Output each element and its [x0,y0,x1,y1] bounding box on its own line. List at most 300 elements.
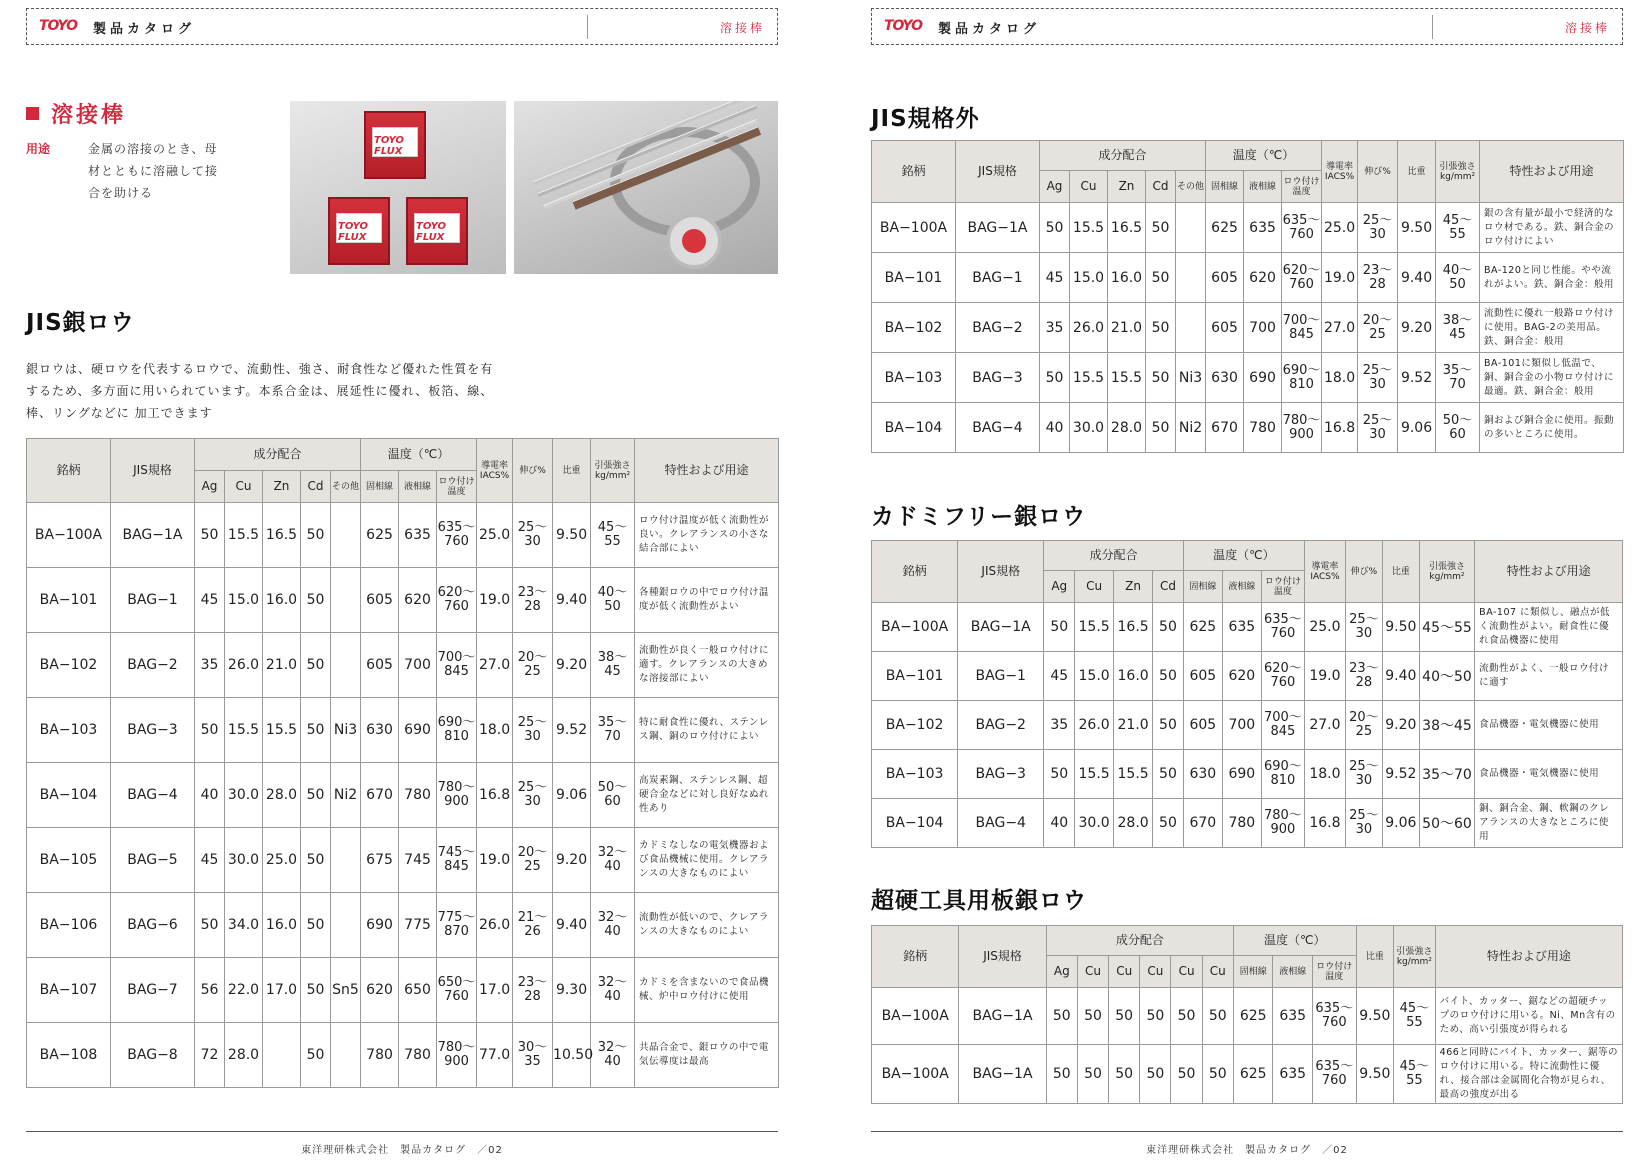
cell-jis: BAG−2 [958,701,1044,750]
cell-liq: 635 [1273,1045,1313,1104]
cell-tens: 45〜 55 [591,503,635,568]
table-row [27,763,779,828]
cell-liq: 690 [1244,353,1282,403]
table-row [27,828,779,893]
cell-braze: 635〜 760 [1312,988,1356,1045]
col-gravity: 比重 [553,439,591,503]
cell-jis: BAG−3 [111,698,195,763]
cell-cu: 26.0 [1075,701,1114,750]
cell-cu: 26.0 [1070,303,1108,353]
cell-elong: 20〜 25 [1345,701,1382,750]
cell-jis: BAG−1A [959,1045,1046,1104]
cell-iacs: 25.0 [1322,203,1358,253]
cell-sol: 605 [1183,652,1222,701]
use-text: 金属の溶接のとき、母材とともに溶融して接合を助ける [88,142,219,200]
cell-feat: 流動性が良く一般ロウ付けに適す。クレアランスの大きめな溶接部によい [635,633,779,698]
cell-other [331,828,361,893]
cell-brand: BA−100A [872,203,956,253]
cell-cu: 22.0 [225,958,263,1023]
cell-jis: BAG−4 [956,403,1040,453]
cell-tens: 32〜 40 [591,958,635,1023]
cell-grav: 9.30 [553,958,591,1023]
cell-elong: 25〜 30 [1358,353,1398,403]
cell-cd: 50 [1146,203,1176,253]
cell-liq: 745 [399,828,437,893]
cell-jis: BAG−1 [958,652,1044,701]
cell-cd: 50 [301,568,331,633]
cell-other [331,568,361,633]
cell-c1: 50 [1046,988,1077,1045]
cell-jis: BAG−7 [111,958,195,1023]
cell-iacs: 19.0 [477,828,513,893]
cell-sol: 605 [1206,253,1244,303]
cell-braze: 780〜 900 [1261,799,1304,848]
table-row [27,503,779,568]
cell-brand: BA−102 [872,303,956,353]
cell-jis: BAG−4 [958,799,1044,848]
cell-liq: 780 [1244,403,1282,453]
cell-iacs: 19.0 [477,568,513,633]
cell-ag: 35 [1040,303,1070,353]
cell-grav: 9.06 [553,763,591,828]
cell-c4: 50 [1140,988,1171,1045]
cell-braze: 635〜 760 [437,503,477,568]
cell-liq: 700 [1244,303,1282,353]
table-row [872,701,1623,750]
cell-ag: 56 [195,958,225,1023]
cell-iacs: 27.0 [1304,701,1345,750]
cell-grav: 9.20 [1398,303,1436,353]
cell-c3: 50 [1109,988,1140,1045]
cell-feat: BA-101に類似し低温で、銅、銅合金の小物ロウ付けに最適。鉄、銅合金：般用 [1480,353,1624,403]
cell-c5: 50 [1171,988,1202,1045]
non-jis-table: 銘柄 JIS規格 成分配合 温度（℃） 導電率IACS% 伸び% 比重 引張強さkg/mm² 特性および用途 Ag Cu Zn Cd その他 固相線 液相線 ロウ付け温度 BA−100A BAG−1A 50 15.5 16.5 50 625 635 635〜 760 25.0 25〜 30 9.50 45〜 55 銀の含有量が最小で経済的なロウ材である。鉄、銅合金のロウ付けによい BA−101 BAG−1 45 15.0 16.0 50 605 620 620〜 760 19.0 23〜 28 9.40 40〜 50 BA-120と同じ性能。やや流れがよい。鉄、銅合金：般用 BA−102 BAG−2 35 26.0 21.0 50 605 700 700〜 845 27.0 20〜 25 9.20 38〜 45 流動性に優れ一般路ロウ付けに使用。BAG-2の美用品。鉄、銅合金：般用 BA−103 BAG−3 50 15.5 15.5 50 Ni3 630 690 690〜 810 18.0 25〜 30 9.52 35〜 70 BA-101に類似し低温で、銅、銅合金の小物ロウ付けに最適。鉄、銅合金：般用 BA−104 BAG−4 40 30.0 28.0 50 Ni2 670 780 780〜 900 16.8 25〜 30 9.06 50〜 60 銅および銅合金に使用。振動の多いところに使用。 [871,140,1624,453]
cell-elong: 20〜 25 [1358,303,1398,353]
catalog-title: 製品カタログ [938,22,1041,37]
cell-cu: 26.0 [225,633,263,698]
cell-zn: 16.5 [1114,603,1153,652]
cell-braze: 620〜 760 [1261,652,1304,701]
page-header [26,8,778,45]
cell-other [1176,303,1206,353]
cell-ag: 50 [1044,603,1075,652]
cell-feat: ロウ付け温度が低く流動性が良い。クレアランスの小さな結合部によい [635,503,779,568]
cell-liq: 690 [399,698,437,763]
table-row [27,633,779,698]
cell-sol: 625 [1233,1045,1273,1104]
cell-zn: 21.0 [1114,701,1153,750]
cell-zn [263,1023,301,1088]
cell-elong: 25〜 30 [1358,403,1398,453]
cell-other: Ni2 [331,763,361,828]
cell-sol: 605 [361,568,399,633]
table-row [872,652,1623,701]
table-row [872,603,1623,652]
cell-feat: カドミなしなの電気機器および食品機械に使用。クレアランスの大きなものによい [635,828,779,893]
cell-tens: 50〜 60 [591,763,635,828]
cell-other [1176,203,1206,253]
cell-brand: BA−103 [872,353,956,403]
cell-elong: 25〜 30 [513,698,553,763]
cell-cd: 50 [1146,303,1176,353]
cell-liq: 620 [1222,652,1261,701]
cell-ag: 45 [1040,253,1070,303]
cell-feat: 高炭素鋼、ステンレス鋼、超硬合金などに対し良好なぬれ性あり [635,763,779,828]
cell-brand: BA−100A [872,1045,959,1104]
cell-c1: 50 [1046,1045,1077,1104]
cell-brand: BA−101 [872,652,958,701]
cell-braze: 690〜 810 [1282,353,1322,403]
cell-zn: 17.0 [263,958,301,1023]
cell-ag: 50 [195,698,225,763]
cell-elong: 25〜 30 [513,763,553,828]
cell-grav: 9.50 [1356,988,1393,1045]
toyo-logo: TOYO [39,18,77,34]
footer-text: 東洋理研株式会社 製品カタログ ／02 [1146,1145,1348,1156]
cell-liq: 780 [1222,799,1261,848]
cell-tens: 32〜 40 [591,828,635,893]
cell-braze: 780〜 900 [437,763,477,828]
cell-elong: 23〜 28 [1358,253,1398,303]
cell-cu: 34.0 [225,893,263,958]
cell-ag: 40 [195,763,225,828]
cell-zn: 15.5 [1114,750,1153,799]
cell-cu: 15.5 [1070,203,1108,253]
cell-cd: 50 [1146,403,1176,453]
cell-cu: 28.0 [225,1023,263,1088]
table-row [872,1045,1623,1104]
cell-ag: 45 [195,568,225,633]
cell-feat: 流動性に優れ一般路ロウ付けに使用。BAG-2の美用品。鉄、銅合金：般用 [1480,303,1624,353]
cell-cu: 30.0 [225,828,263,893]
cell-iacs: 18.0 [1322,353,1358,403]
header-divider [587,15,588,39]
cell-sol: 630 [1206,353,1244,403]
cell-brand: BA−103 [872,750,958,799]
cell-feat: 流動性が低いので、クレアランスの大きなものによい [635,893,779,958]
cell-sol: 690 [361,893,399,958]
cell-brand: BA−100A [872,603,958,652]
cell-c3: 50 [1109,1045,1140,1104]
cell-tens: 50〜 60 [1436,403,1480,453]
cell-other [331,503,361,568]
cell-braze: 620〜 760 [437,568,477,633]
cell-grav: 9.52 [1398,353,1436,403]
cell-elong: 23〜 28 [1345,652,1382,701]
catalog-title: 製品カタログ [93,22,196,37]
col-jis: JIS規格 [111,439,195,503]
cell-sol: 605 [1206,303,1244,353]
cell-sol: 625 [361,503,399,568]
cell-liq: 690 [1222,750,1261,799]
cell-zn: 15.5 [1108,353,1146,403]
cell-brand: BA−107 [27,958,111,1023]
cell-elong: 20〜 25 [513,828,553,893]
cell-grav: 9.20 [553,633,591,698]
cell-elong: 25〜 30 [1345,603,1382,652]
cell-sol: 630 [1183,750,1222,799]
cell-other: Ni2 [1176,403,1206,453]
cell-cd: 50 [1153,701,1184,750]
table-row [27,1023,779,1088]
cell-tens: 40〜 50 [1436,253,1480,303]
cell-zn: 25.0 [263,828,301,893]
cell-elong: 21〜 26 [513,893,553,958]
section-label: 溶接棒 [719,21,765,35]
square-bullet-icon [26,107,39,120]
cell-jis: BAG−1A [111,503,195,568]
cell-cu: 30.0 [1075,799,1114,848]
cell-tens: 35〜70 [1419,750,1474,799]
cell-sol: 605 [361,633,399,698]
col-feature: 特性および用途 [635,439,779,503]
cell-feat: 466と同時にバイト、カッター、鋸等のロウ付けに用いる。特に流動性に優れ、接合部は金属間化合物が見られ、最高の強度が出る [1435,1045,1622,1104]
cell-braze: 635〜 760 [1261,603,1304,652]
cell-liq: 780 [399,1023,437,1088]
cell-braze: 700〜 845 [1261,701,1304,750]
cell-iacs: 27.0 [1322,303,1358,353]
cell-ag: 50 [1044,750,1075,799]
cell-tens: 45〜 55 [1394,988,1436,1045]
cell-jis: BAG−4 [111,763,195,828]
cell-elong: 25〜 30 [1358,203,1398,253]
welding-rods-photo [514,101,778,274]
cell-sol: 605 [1183,701,1222,750]
cell-cd: 50 [301,763,331,828]
cell-iacs: 77.0 [477,1023,513,1088]
cell-zn: 28.0 [263,763,301,828]
cell-iacs: 19.0 [1304,652,1345,701]
cell-c2: 50 [1077,988,1108,1045]
cell-sol: 780 [361,1023,399,1088]
cell-liq: 650 [399,958,437,1023]
cell-other: Ni3 [1176,353,1206,403]
table-row [27,958,779,1023]
cell-ag: 35 [1044,701,1075,750]
table-row [872,799,1623,848]
cell-tens: 45〜 55 [1394,1045,1436,1104]
cell-zn: 15.5 [263,698,301,763]
cell-jis: BAG−2 [956,303,1040,353]
cell-ag: 50 [195,893,225,958]
cell-braze: 690〜 810 [437,698,477,763]
cd-free-title: カドミフリー銀ロウ [871,504,1087,530]
cell-jis: BAG−3 [958,750,1044,799]
cell-ag: 45 [195,828,225,893]
cell-liq: 620 [1244,253,1282,303]
cell-brand: BA−102 [872,701,958,750]
cell-zn: 21.0 [263,633,301,698]
cell-brand: BA−100A [872,988,959,1045]
cell-iacs: 25.0 [1304,603,1345,652]
cell-tens: 32〜 40 [591,1023,635,1088]
cell-braze: 690〜 810 [1261,750,1304,799]
cell-elong: 25〜 30 [1345,799,1382,848]
cell-cd: 50 [301,1023,331,1088]
cell-braze: 745〜 845 [437,828,477,893]
cell-feat: 食品機器・電気機器に使用 [1475,701,1623,750]
cell-braze: 780〜 900 [1282,403,1322,453]
cell-tens: 45〜55 [1419,603,1474,652]
cell-cu: 30.0 [1070,403,1108,453]
cell-tens: 35〜 70 [1436,353,1480,403]
table-row [872,253,1624,303]
cell-zn: 16.0 [263,568,301,633]
cell-iacs: 27.0 [477,633,513,698]
cell-braze: 620〜 760 [1282,253,1322,303]
cell-brand: BA−100A [27,503,111,568]
cell-iacs: 18.0 [1304,750,1345,799]
cell-grav: 9.50 [1382,603,1419,652]
cell-iacs: 26.0 [477,893,513,958]
cell-ag: 50 [195,503,225,568]
table-row [872,750,1623,799]
carbide-table: 銘柄 JIS規格 成分配合 温度（℃） 比重 引張強さkg/mm² 特性および用途 Ag Cu Cu Cu Cu Cu 固相線 液相線 ロウ付け温度 BA−100A BAG−1A 50 50 50 50 50 50 625 635 635〜 760 9.50 45〜 55 バイト、カッター、鋸などの超硬チップのロウ付けに用いる。Ni、Mn含有のため、高い引張度が得られる BA−100A BAG−1A 50 50 50 50 50 50 625 635 635〜 760 9.50 45〜 55 466と同時にバイト、カッター、鋸等のロウ付けに用いる。特に流動性に優れ、接合部は金属間化合物が見られ、最高の強度が出る [871,925,1623,1104]
cell-liq: 635 [1273,988,1313,1045]
cell-grav: 9.40 [1382,652,1419,701]
cell-liq: 620 [399,568,437,633]
cell-other [331,1023,361,1088]
non-jis-title: JIS規格外 [871,106,980,132]
table-row [872,988,1623,1045]
cell-brand: BA−105 [27,828,111,893]
cell-cu: 15.5 [1075,603,1114,652]
jis-silver-table: 銘柄 JIS規格 成分配合 温度（℃） 導電率IACS% 伸び% 比重 引張強さkg/mm² 特性および用途 Ag Cu Zn Cd その他 固相線 液相線 ロウ付け温度 BA−100A BAG−1A 50 15.5 16.5 50 625 635 635〜 760 25.0 25〜 30 9.50 45〜 55 ロウ付け温度が低く流動性が良い。クレアランスの小さな結合部によい BA−101 BAG−1 45 15.0 16.0 50 605 620 620〜 760 19.0 23〜 28 9.40 40〜 50 各種銀ロウの中でロウ付け温度が低く流動性がよい BA−102 BAG−2 35 26.0 21.0 50 605 700 700〜 845 27.0 20〜 25 9.20 38〜 45 流動性が良く一般ロウ付けに適す。クレアランスの大きめな溶接部によい BA−103 BAG−3 50 15.5 15.5 50 Ni3 630 690 690〜 810 18.0 25〜 30 9.52 35〜 70 特に耐食性に優れ、ステンレス鋼、銅のロウ付けによい BA−104 BAG−4 40 30.0 28.0 50 Ni2 670 780 780〜 900 16.8 25〜 30 9.06 50〜 60 高炭素鋼、ステンレス鋼、超硬合金などに対し良好なぬれ性あり BA−105 BAG−5 45 30.0 25.0 50 675 745 745〜 845 19.0 20〜 25 9.20 32〜 40 カドミなしなの電気機器および食品機械に使用。クレアランスの大きなものによい BA−106 BAG−6 50 34.0 16.0 50 690 775 775〜 870 26.0 21〜 26 9.40 32〜 40 流動性が低いので、クレアランスの大きなものによい BA−107 BAG−7 56 22.0 17.0 50 Sn5 620 650 650〜 760 17.0 23〜 28 9.30 32〜 40 カドミを含まないので食品機械、炉中ロウ付けに使用 BA−108 BAG−8 72 28.0 50 780 780 780〜 900 77.0 30〜 35 10.50 32〜 40 共晶合金で、銀ロウの中で電気伝導度は最高 [26,438,779,1088]
cell-brand: BA−103 [27,698,111,763]
cell-other: Ni3 [331,698,361,763]
cell-braze: 635〜 760 [1282,203,1322,253]
cell-grav: 9.50 [553,503,591,568]
cell-brand: BA−106 [27,893,111,958]
cell-cu: 15.5 [1075,750,1114,799]
cell-cd: 50 [1153,652,1184,701]
flux-boxes-photo: TOYO FLUX TOYO FLUX TOYO FLUX [290,101,506,274]
col-elongation: 伸び% [513,439,553,503]
cell-cu: 15.5 [225,503,263,568]
cell-jis: BAG−2 [111,633,195,698]
cell-feat: カドミを含まないので食品機械、炉中ロウ付けに使用 [635,958,779,1023]
cell-c6: 50 [1202,988,1233,1045]
cell-jis: BAG−5 [111,828,195,893]
cell-tens: 38〜 45 [1436,303,1480,353]
cell-ag: 50 [1040,353,1070,403]
cell-cu: 15.5 [1070,353,1108,403]
cell-tens: 40〜 50 [591,568,635,633]
toyo-logo: TOYO [884,18,922,34]
cell-iacs: 18.0 [477,698,513,763]
cell-grav: 9.06 [1382,799,1419,848]
cell-sol: 630 [361,698,399,763]
cell-c2: 50 [1077,1045,1108,1104]
cell-feat: 銅および銅合金に使用。振動の多いところに使用。 [1480,403,1624,453]
cell-other [331,633,361,698]
cell-grav: 9.50 [1398,203,1436,253]
col-brand: 銘柄 [27,439,111,503]
cell-liq: 700 [1222,701,1261,750]
cell-iacs: 16.8 [1322,403,1358,453]
cell-elong: 30〜 35 [513,1023,553,1088]
cell-jis: BAG−1 [111,568,195,633]
cell-braze: 780〜 900 [437,1023,477,1088]
table-row [872,203,1624,253]
header-divider [1432,15,1433,39]
cell-liq: 775 [399,893,437,958]
cell-grav: 10.50 [553,1023,591,1088]
cell-sol: 670 [1183,799,1222,848]
cell-feat: 各種銀ロウの中でロウ付け温度が低く流動性がよい [635,568,779,633]
cell-elong: 25〜 30 [1345,750,1382,799]
cell-iacs: 19.0 [1322,253,1358,303]
cell-cd: 50 [301,893,331,958]
cell-sol: 625 [1183,603,1222,652]
cell-grav: 9.40 [553,893,591,958]
cell-tens: 38〜45 [1419,701,1474,750]
cell-brand: BA−101 [27,568,111,633]
cell-braze: 775〜 870 [437,893,477,958]
cell-brand: BA−102 [27,633,111,698]
cell-grav: 9.52 [553,698,591,763]
cell-tens: 38〜 45 [591,633,635,698]
cell-zn: 16.5 [263,503,301,568]
cell-liq: 635 [1222,603,1261,652]
cell-brand: BA−101 [872,253,956,303]
cell-cu: 15.0 [1070,253,1108,303]
carbide-title: 超硬工具用板銀ロウ [871,888,1087,914]
cell-iacs: 17.0 [477,958,513,1023]
cell-c4: 50 [1140,1045,1171,1104]
cell-tens: 40〜50 [1419,652,1474,701]
cell-ag: 45 [1044,652,1075,701]
cell-grav: 9.20 [553,828,591,893]
cell-sol: 670 [361,763,399,828]
cell-other [331,893,361,958]
cell-elong: 25〜 30 [513,503,553,568]
cell-sol: 625 [1206,203,1244,253]
cell-grav: 9.40 [1398,253,1436,303]
cell-cd: 50 [301,958,331,1023]
jis-silver-title: JIS銀ロウ [26,310,135,336]
cell-liq: 635 [399,503,437,568]
cell-zn: 16.0 [1114,652,1153,701]
jis-silver-description: 銀ロウは、硬ロウを代表するロウで、流動性、強さ、耐食性など優れた性質を有するため、多方面に用いられています。本系合金は、展延性に優れ、板箔、線、棒、リングなどに 加工できます [26,362,494,420]
cell-brand: BA−104 [872,799,958,848]
table-row [27,698,779,763]
cell-liq: 700 [399,633,437,698]
cell-tens: 45〜 55 [1436,203,1480,253]
cell-cd: 50 [1146,253,1176,303]
section-label: 溶接棒 [1564,21,1610,35]
section-title: 溶接棒 [26,98,126,129]
cell-feat: 共晶合金で、銀ロウの中で電気伝導度は最高 [635,1023,779,1088]
page-header [871,8,1623,45]
cell-jis: BAG−6 [111,893,195,958]
cell-other: Sn5 [331,958,361,1023]
cell-grav: 9.52 [1382,750,1419,799]
cell-jis: BAG−1 [956,253,1040,303]
cell-cu: 15.5 [225,698,263,763]
footer-rule [871,1131,1623,1132]
cell-braze: 650〜 760 [437,958,477,1023]
table-row [872,353,1624,403]
cell-zn: 16.5 [1108,203,1146,253]
cd-free-table: 銘柄 JIS規格 成分配合 温度（℃） 導電率IACS% 伸び% 比重 引張強さkg/mm² 特性および用途 Ag Cu Zn Cd 固相線 液相線 ロウ付け温度 BA−100A BAG−1A 50 15.5 16.5 50 625 635 635〜 760 25.0 25〜 30 9.50 45〜55 BA-107 に類似し、融点が低く流動性がよい。耐食性に優れ食品機器に使用 BA−101 BAG−1 45 15.0 16.0 50 605 620 620〜 760 19.0 23〜 28 9.40 40〜50 流動性がよく、一般ロウ付けに適す BA−102 BAG−2 35 26.0 21.0 50 605 700 700〜 845 27.0 20〜 25 9.20 38〜45 食品機器・電気機器に使用 BA−103 BAG−3 50 15.5 15.5 50 630 690 690〜 810 18.0 25〜 30 9.52 35〜70 食品機器・電気機器に使用 BA−104 BAG−4 40 30.0 28.0 50 670 780 780〜 900 16.8 25〜 30 9.06 50〜60 銅、銅合金、鋼、軟鋼のクレアランスの大きなところに使用 [871,540,1623,848]
table-row [872,303,1624,353]
cell-brand: BA−104 [27,763,111,828]
cell-grav: 9.50 [1356,1045,1393,1104]
cell-zn: 21.0 [1108,303,1146,353]
cell-brand: BA−108 [27,1023,111,1088]
cell-sol: 625 [1233,988,1273,1045]
